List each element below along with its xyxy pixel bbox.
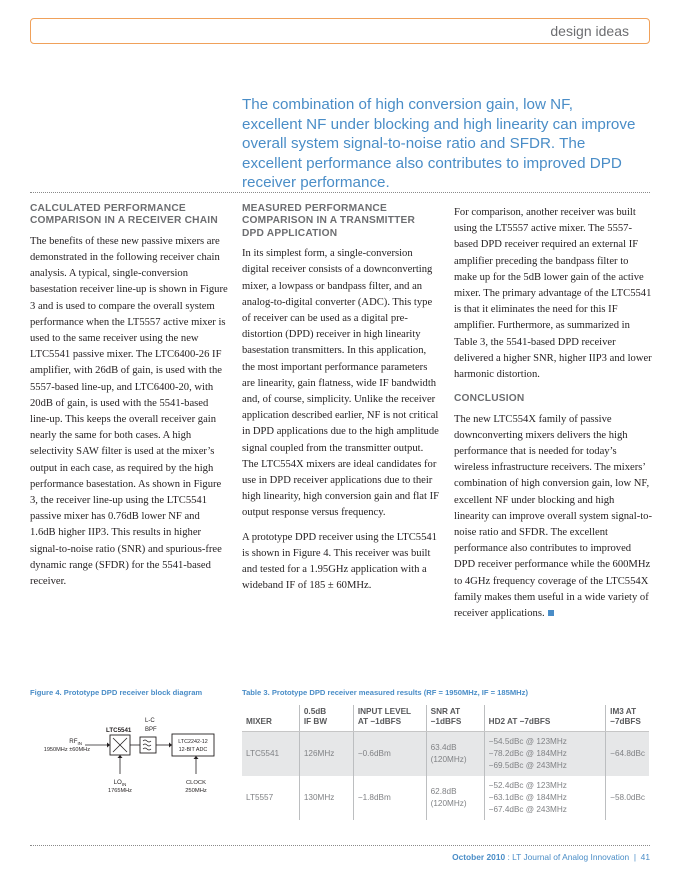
bpf-block — [140, 737, 156, 753]
results-table — [242, 705, 649, 820]
footer-separator: | — [633, 852, 637, 862]
heading-conclusion: CONCLUSION — [454, 393, 525, 405]
cell-hd2: −52.4dBc @ 123MHz −63.1dBc @ 184MHz −67.4dBc @ 243MHz — [484, 776, 606, 820]
block-diagram — [30, 712, 235, 802]
filter-label-lc: L-C — [145, 718, 155, 724]
paragraph: A prototype DPD receiver using the LTC5541 is shown in Figure 4. This receiver was built and tested for a 1.95GHz application with a wideband IF of 185 ± 60MHz. — [242, 531, 437, 592]
cell-mixer: LTC5541 — [242, 732, 299, 777]
divider-top — [30, 192, 650, 193]
divider-bottom — [30, 845, 650, 846]
conclusion-text: The new LTC554X family of passive downconverting mixers delivers the high performance that is needed for today’s wireless infrastructure receivers. The mixers’ combination of high conversion gain, low NF, excellent NF under blocking and high linearity can improve overall system signal-to-noise ratio and SFDR. The excellent performance also contributes to improved DPD receiver performance while the 600MHz to 4GHz frequency coverage of the LTC554X family makes them useful in a wide variety of receiver applications. — [454, 413, 652, 620]
lo-arrow — [118, 755, 123, 758]
cell-hd2: −54.5dBc @ 123MHz −78.2dBc @ 184MHz −69.5dBc @ 243MHz — [484, 732, 606, 777]
column-header-im3: IM3 AT −7dBFS — [606, 705, 649, 732]
section-name: design ideas — [550, 23, 629, 39]
paragraph: The benefits of these new passive mixers are demonstrated in the following receiver chain analysis. A typical, single-conversion basestation receiver line-up is shown in Figure 3 and is used to compare the overall system performance when the LT5557 active mixer is used to the same receiver using the new LTC5541 passive mixer. The LTC6400-26 IF amplifier, with 26dB of gain, is used with the 5557-based line-up, and LTC6400-20, with 20dB of gain, is used with the 5541-based line-up. This keeps the overall receiver gain nearly the same for both cases. A high selectivity SAW filter is used at the mixer’s output in each case, as required by the high performance basestation. As shown in Figure 3, the receiver line-up using the LTC5541 passive mixer has 0.76dB lower NF and 1.6dB higher IIP3. This results in higher signal-to-noise ratio (SNR) and spurious-free dynamic range (SFDR) for the 5541-based receiver. — [30, 235, 228, 588]
adc-sub-label: 12-BIT ADC — [178, 747, 208, 753]
cell-im3: −58.0dBc — [606, 776, 649, 820]
heading-calculated-performance: CALCULATED PERFORMANCE COMPARISON IN A RECEIVER CHAIN — [30, 203, 218, 227]
paragraph-conclusion — [454, 412, 652, 623]
cell-snr: 63.4dB (120MHz) — [426, 732, 484, 777]
table-row — [242, 776, 649, 820]
footer-journal: : LT Journal of Analog Innovation — [505, 852, 630, 862]
table-header-row — [242, 705, 649, 732]
column-header-snr: SNR AT −1dBFS — [426, 705, 484, 732]
paragraph: In its simplest form, a single-conversion digital receiver consists of a downconverting mixer, a lowpass or bandpass filter, and an analog-to-digital converter (ADC). This type of receiver can be used as a digital pre-distortion (DPD) receiver in high linearity basestation transmitters. In this application, the most important performance parameters are linearity, gain flatness, wide IF bandwidth and, of course, simplicity. Unlike the receiver application described earlier, NF is not critical in DPD applications due to the high amplitude signal coupled from the transmitter output. The LTC554X mixers are ideal candidates for use in DPD receiver applications due to their high linearity, high conversion gain and flat IF output response versus frequency. — [242, 248, 440, 519]
lo-label: $LO_{IN}$ — [113, 779, 127, 787]
table-row — [242, 732, 649, 777]
clock-arrow — [194, 756, 199, 759]
end-of-article-mark — [548, 610, 554, 616]
paragraph: For comparison, another receiver was built using the LT5557 active mixer. The 5557-based DPD receiver required an external IF amplifier preceding the bandpass filter to make up for the 5dB lower gain of the active mixer. The primary advantage of the LTC5541 is that it eliminates the need for this IF amplifier. Furthermore, as summarized in Table 3, the 5541-based DPD receiver delivered a higher SNR, higher IIP3 and lower harmonic distortion. — [454, 207, 652, 381]
table-caption: Table 3. Prototype DPD receiver measured results (RF = 1950MHz, IF = 185MHz) — [242, 688, 528, 697]
clock-frequency: 250MHz — [185, 788, 207, 794]
filter-label-bpf: BPF — [145, 727, 157, 733]
mixer-label: LTC5541 — [106, 727, 132, 734]
cell-im3: −64.8dBc — [606, 732, 649, 777]
column-header-input-level: INPUT LEVEL AT −1dBFS — [353, 705, 426, 732]
section-header — [30, 18, 650, 44]
cell-if-bw: 126MHz — [299, 732, 353, 777]
cell-input-level: −0.6dBm — [353, 732, 426, 777]
cell-mixer: LT5557 — [246, 793, 274, 802]
rf-frequency: 1950MHz ±60MHz — [43, 747, 90, 753]
figure-caption: Figure 4. Prototype DPD receiver block diagram — [30, 688, 203, 697]
clock-label: CLOCK — [186, 780, 206, 786]
cell-if-bw: 130MHz — [299, 776, 353, 820]
adc-label: LTC2242-12 — [178, 739, 208, 745]
column-1 — [30, 203, 228, 590]
column-header-mixer: MIXER — [242, 705, 299, 732]
pull-quote: The combination of high conversion gain, low NF, excellent NF under blocking and high linearity can improve overall system signal-to-noise ratio and SFDR. The excellent performance also contributes to improved DPD receiver performance. — [242, 96, 636, 191]
page-number: 41 — [640, 852, 650, 862]
cell-snr: 62.8dB (120MHz) — [426, 776, 484, 820]
lo-frequency: 1765MHz — [108, 788, 132, 794]
rf-label: $RF_{IN}$ — [69, 738, 82, 746]
column-2 — [242, 203, 440, 594]
footer — [452, 852, 650, 862]
column-header-if-bw: 0.5dB IF BW — [299, 705, 353, 732]
column-header-hd2: HD2 AT −7dBFS — [484, 705, 606, 732]
footer-date: October 2010 — [452, 852, 506, 862]
column-3 — [454, 205, 652, 622]
heading-measured-performance: MEASURED PERFORMANCE COMPARISON IN A TRANSMITTER DPD APPLICATION — [242, 203, 416, 239]
cell-input-level: −1.8dBm — [353, 776, 426, 820]
